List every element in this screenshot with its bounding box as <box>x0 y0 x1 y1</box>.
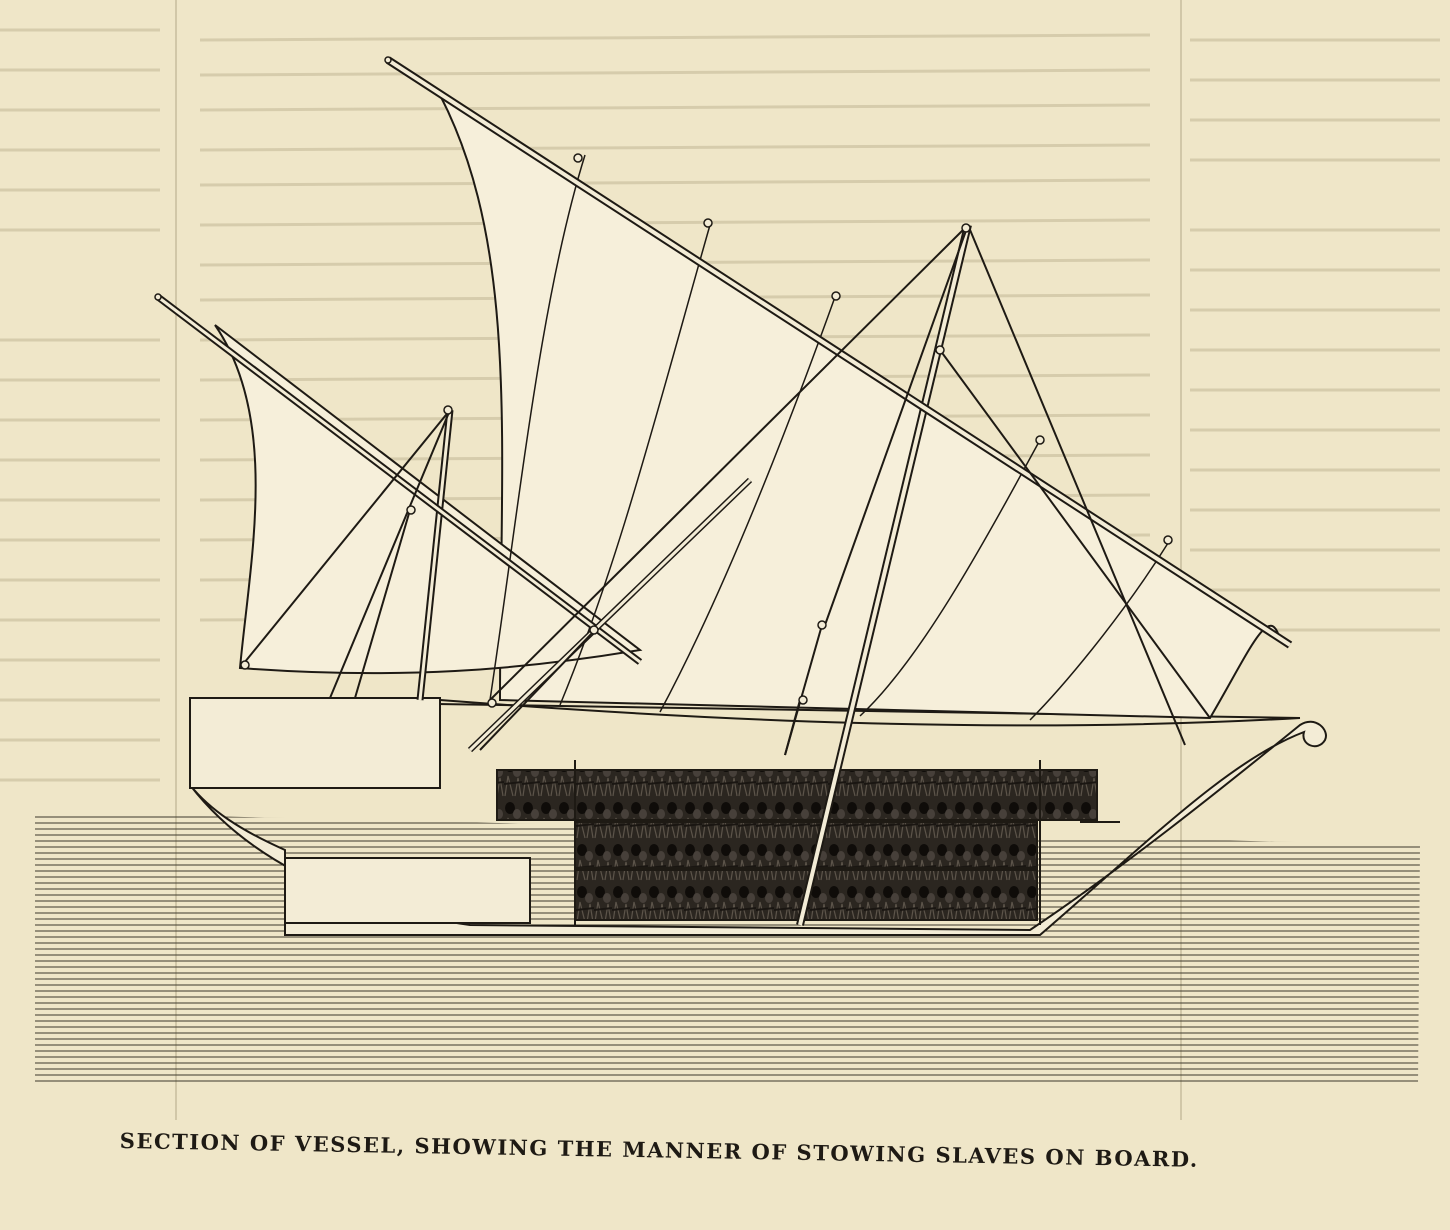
sails <box>215 95 1280 720</box>
figure-caption: SECTION OF VESSEL, SHOWING THE MANNER OF STOWING SLAVES ON BOARD. <box>119 1128 1199 1172</box>
deck-tier-upper <box>497 770 1097 820</box>
slave-decks <box>497 760 1097 925</box>
deck-tier-middle <box>575 822 1037 868</box>
